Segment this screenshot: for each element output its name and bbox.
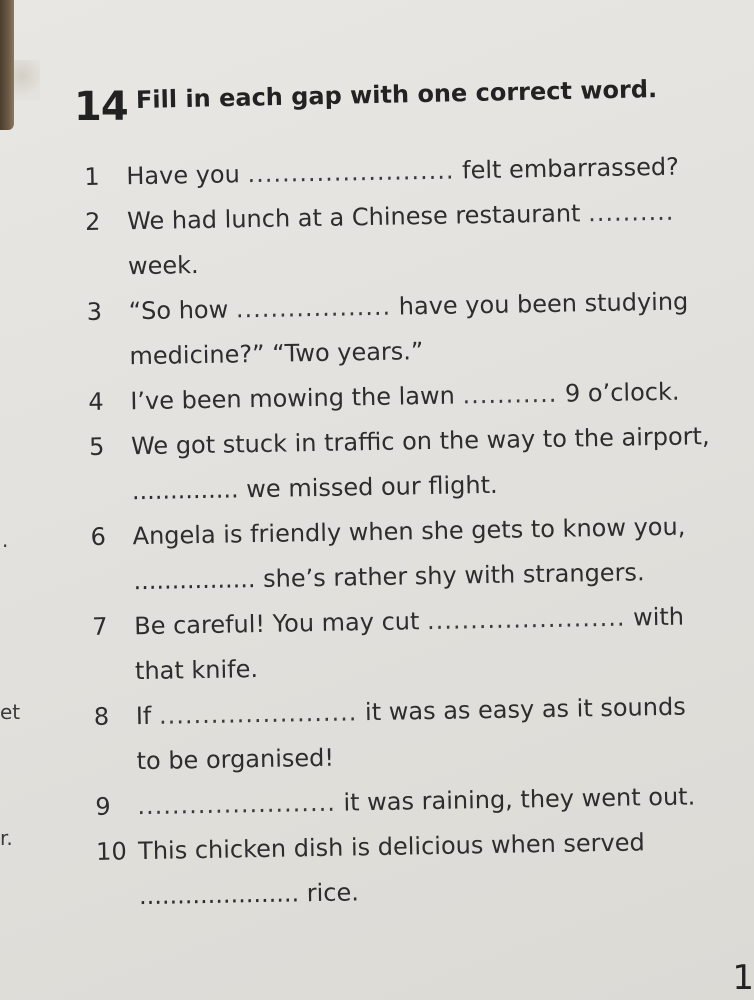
item-text (131, 414, 730, 514)
answer-blank[interactable]: ........... (462, 379, 558, 410)
item-text (134, 594, 733, 694)
exercise-item (90, 504, 731, 605)
item-number: 7 (91, 612, 108, 641)
item-text-continuation[interactable]: ..................... rice. (138, 878, 360, 911)
item-text-continuation: that knife. (134, 655, 259, 686)
item-number: 8 (93, 702, 110, 731)
item-text (135, 684, 734, 784)
item-text (127, 189, 726, 289)
item-text-before: Have you (126, 160, 248, 191)
item-number: 2 (84, 207, 101, 236)
item-number: 9 (95, 792, 111, 821)
exercise-item (92, 594, 733, 695)
exercise-item (85, 189, 726, 290)
answer-blank[interactable]: ....................... (137, 788, 337, 821)
item-text-continuation: to be organised! (136, 743, 335, 776)
exercise-item (93, 684, 734, 785)
book-binding (0, 0, 14, 130)
item-number: 5 (88, 432, 105, 461)
item-text (132, 504, 731, 604)
item-text-before: “So how (128, 295, 237, 326)
item-text-after: with (625, 602, 685, 632)
margin-mark: . (2, 528, 9, 552)
item-number: 10 (95, 837, 127, 866)
item-number: 4 (88, 387, 104, 416)
item-text-after: it was raining, they went out. (335, 782, 696, 817)
item-text-before: If (135, 701, 160, 731)
item-text-before: This chicken dish is delicious when served (137, 828, 645, 866)
answer-blank[interactable]: ....................... (426, 603, 626, 636)
item-number: 1 (84, 162, 100, 191)
exercise-item-list (84, 144, 737, 920)
answer-blank[interactable]: ....................... (158, 698, 358, 730)
item-text-before: We had lunch at a Chinese restaurant (126, 199, 589, 236)
item-text-continuation[interactable]: .............. we missed our flight. (131, 470, 498, 506)
item-text-after: have you been studying (390, 287, 689, 321)
item-number: 3 (86, 297, 103, 326)
answer-blank[interactable]: .................. (235, 292, 392, 324)
item-text-continuation: week. (127, 251, 199, 281)
answer-blank[interactable]: .......... (587, 197, 675, 228)
item-text-after: felt embarrassed? (454, 152, 680, 185)
item-text-before: Angela is friendly when she gets to know you, (132, 512, 686, 551)
exercise-item (86, 279, 727, 380)
exercise-item (89, 414, 730, 515)
item-number: 6 (90, 522, 107, 551)
margin-mark: r. (0, 826, 13, 850)
item-text-continuation[interactable]: ................ she’s rather shy with strangers. (133, 558, 645, 596)
item-text (128, 279, 727, 379)
item-text (138, 819, 737, 919)
item-text-after: 9 o’clock. (557, 377, 680, 408)
margin-mark: et (0, 700, 21, 724)
paper-scrap (14, 60, 40, 100)
exercise-item (96, 819, 737, 920)
exercise-instruction: Fill in each gap with one correct word. (135, 75, 658, 114)
answer-blank[interactable]: ........................ (247, 156, 455, 189)
exercise-number: 14 (74, 84, 128, 130)
item-text-continuation: medicine?” “Two years.” (129, 337, 424, 371)
item-text-before: Be careful! You may cut (133, 607, 428, 641)
page-number: 1 (732, 958, 754, 998)
item-text-before: We got stuck in traffic on the way to the airport, (130, 422, 710, 461)
item-text-before: I’ve been mowing the lawn (130, 381, 463, 416)
item-text-after: it was as easy as it sounds (357, 692, 686, 727)
